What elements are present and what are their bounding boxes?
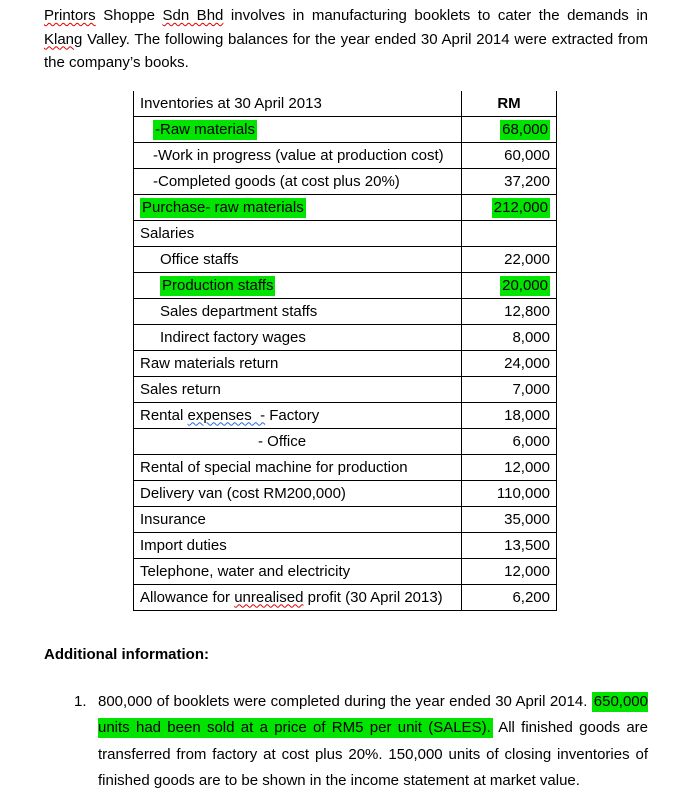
- table-row: [134, 481, 556, 507]
- text-segment: Factory: [265, 406, 320, 424]
- row-label: [134, 377, 462, 402]
- row-label: [134, 221, 462, 246]
- grammar-flagged-text: expenses -: [187, 406, 266, 424]
- item-text: [98, 689, 648, 795]
- balances-table: [133, 91, 557, 611]
- row-label: [134, 273, 462, 298]
- text-segment: Sales return: [140, 380, 221, 398]
- misspelled-word: unrealised: [234, 588, 304, 606]
- text-segment: Shoppe: [95, 7, 163, 24]
- text-segment: Office staffs: [160, 250, 239, 268]
- row-label: [134, 429, 462, 454]
- text-segment: -Raw materials: [155, 120, 256, 138]
- table-row: [134, 559, 556, 585]
- header-label: Inventories at 30 April 2013: [134, 91, 462, 116]
- table-row: [134, 403, 556, 429]
- table-row: [134, 507, 556, 533]
- text-segment: Insurance: [140, 510, 206, 528]
- row-amount: 22,000: [504, 250, 550, 268]
- table-row: [134, 169, 556, 195]
- highlighted-text: 20,000: [502, 276, 548, 294]
- text-segment: Telephone, water and electricity: [140, 562, 351, 580]
- misspelled-word: Sdn Bhd: [162, 7, 224, 24]
- text-segment: Import duties: [140, 536, 227, 554]
- row-amount: [462, 221, 556, 246]
- text-segment: -Completed goods (at cost plus 20%): [153, 172, 400, 190]
- text-segment: -Work in progress (value at production cost): [153, 146, 444, 164]
- row-label: [134, 195, 462, 220]
- row-amount: 13,500: [504, 536, 550, 554]
- text-segment: Raw materials return: [140, 354, 279, 372]
- text-segment: Indirect factory wages: [160, 328, 306, 346]
- row-label: [134, 403, 462, 428]
- row-label: [134, 351, 462, 376]
- row-amount: 110,000: [496, 484, 550, 502]
- row-amount: 12,000: [504, 458, 550, 476]
- row-amount: [462, 195, 556, 220]
- text-segment: Purchase- raw materials: [142, 198, 304, 216]
- text-segment: 800,000 of booklets were completed during the year ended 30 April 2014.: [98, 692, 592, 710]
- row-amount: 12,000: [504, 562, 550, 580]
- row-amount: 6,200: [512, 588, 550, 606]
- row-label: [134, 143, 462, 168]
- header-rm: RM: [497, 94, 521, 112]
- table-row: [134, 299, 556, 325]
- row-label: [134, 481, 462, 506]
- row-amount: 24,000: [504, 354, 550, 372]
- table-row: [134, 429, 556, 455]
- row-amount: 35,000: [504, 510, 550, 528]
- row-label: [134, 169, 462, 194]
- misspelled-word: Klang: [44, 30, 83, 48]
- misspelled-word: Printors: [44, 7, 96, 24]
- row-amount: 37,200: [504, 172, 550, 190]
- row-label: [134, 247, 462, 272]
- text-segment: All finished goods are transferred from factory at cost plus 20%. 150,000 units of closing inventories of finished goods are to be shown in the income statement at market value.: [98, 719, 648, 789]
- text-segment: involves in manufacturing booklets to cater the demands in: [223, 7, 648, 24]
- highlighted-text: 650,000 units had been sold at a price of RM5 per unit (SALES).: [98, 692, 648, 736]
- row-label: [134, 117, 462, 142]
- table-row: [134, 455, 556, 481]
- table-row: [134, 351, 556, 377]
- item-number: 1.: [74, 692, 87, 710]
- intro-paragraph: [0, 0, 691, 75]
- additional-heading: Additional information:: [44, 645, 209, 663]
- text-segment: Delivery van (cost RM200,000): [140, 484, 346, 502]
- highlighted-text: [140, 198, 306, 218]
- table-row: [134, 585, 556, 611]
- text-segment: Valley. The following balances for the year ended 30 April 2014 were extracted from the company’s books.: [44, 30, 648, 71]
- table-row: [134, 195, 556, 221]
- text-segment: Allowance for: [140, 588, 235, 606]
- text-segment: Rental: [140, 406, 188, 424]
- table-header-row: [134, 91, 556, 117]
- highlighted-text: 68,000: [502, 120, 548, 138]
- row-amount: 18,000: [504, 406, 550, 424]
- row-label: [134, 559, 462, 584]
- table-row: [134, 533, 556, 559]
- table-row: [134, 273, 556, 299]
- text-segment: Sales department staffs: [160, 302, 318, 320]
- row-amount: 12,800: [504, 302, 550, 320]
- row-label: [134, 455, 462, 480]
- text-segment: Rental of special machine for production: [140, 458, 408, 476]
- row-label: [134, 299, 462, 324]
- text-segment: Production staffs: [162, 276, 274, 294]
- highlighted-text: [160, 276, 275, 296]
- table-row: [134, 117, 556, 143]
- row-amount: 60,000: [504, 146, 550, 164]
- text-segment: profit (30 April 2013): [303, 588, 443, 606]
- row-amount: [462, 117, 556, 142]
- row-amount: [462, 273, 556, 298]
- table-row: [134, 377, 556, 403]
- row-label: [134, 585, 462, 610]
- list-item-1: [74, 689, 648, 795]
- table-row: [134, 325, 556, 351]
- row-label: [134, 507, 462, 532]
- highlighted-text: [153, 120, 257, 140]
- text-segment: Salaries: [140, 224, 195, 242]
- row-label: [134, 325, 462, 350]
- row-amount: 8,000: [512, 328, 550, 346]
- table-row: [134, 143, 556, 169]
- table-row: [134, 221, 556, 247]
- table-row: [134, 247, 556, 273]
- row-amount: 7,000: [512, 380, 550, 398]
- highlighted-text: 212,000: [493, 198, 548, 216]
- row-amount: 6,000: [512, 432, 550, 450]
- text-segment: - Office: [258, 432, 307, 450]
- row-label: [134, 533, 462, 558]
